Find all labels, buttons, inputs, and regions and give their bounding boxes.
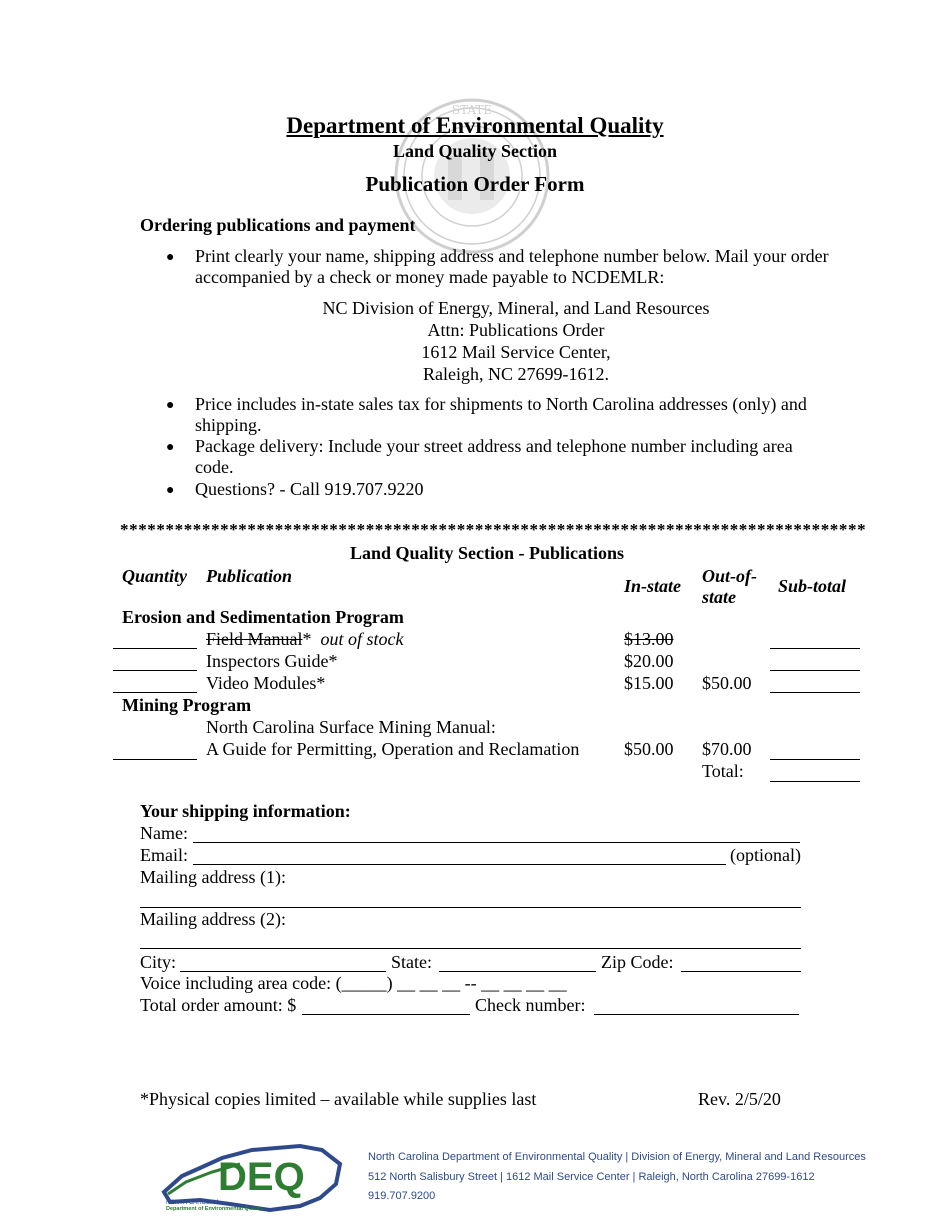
quantity-video-modules[interactable] xyxy=(113,692,197,693)
section-title: Land Quality Section xyxy=(392,141,558,161)
price-inspectors-guide: $20.00 xyxy=(624,651,674,671)
address-line-3: 1612 Mail Service Center, xyxy=(421,342,611,362)
check-number-field[interactable] xyxy=(594,1014,799,1015)
footer-line-1: North Carolina Department of Environmental Quality | Division of Energy, Mineral and Land Resources xyxy=(368,1151,866,1163)
city-field[interactable] xyxy=(180,971,386,972)
group-mining: Mining Program xyxy=(122,695,252,715)
svg-text:STATE: STATE xyxy=(451,103,493,117)
total-order-field[interactable] xyxy=(302,1014,470,1015)
row-video-modules: Video Modules* xyxy=(206,673,326,693)
row-mining-manual-line2: A Guide for Permitting, Operation and Reclamation xyxy=(206,739,580,759)
quantity-mining-manual[interactable] xyxy=(113,759,197,760)
bullet-price-tax: Price includes in-state sales tax for shipments to North Carolina addresses (only) and shipping. xyxy=(195,394,807,435)
email-optional: (optional) xyxy=(730,845,801,865)
price-field-manual: $13.00 xyxy=(624,629,674,649)
check-number-label: Check number: xyxy=(475,995,586,1015)
bullet-questions: Questions? - Call 919.707.9220 xyxy=(195,479,424,499)
publications-title: Land Quality Section - Publications xyxy=(349,543,625,563)
email-label: Email: xyxy=(140,845,188,865)
col-publication: Publication xyxy=(206,566,293,586)
col-instate: In-state xyxy=(624,576,682,596)
price-video-modules: $15.00 xyxy=(624,673,674,693)
out-price-mining-manual: $70.00 xyxy=(702,739,752,759)
mailing-address-2-label: Mailing address (2): xyxy=(140,909,286,929)
department-title: Department of Environmental Quality xyxy=(286,113,664,138)
city-label: City: xyxy=(140,952,177,972)
deq-logo xyxy=(160,1140,350,1212)
zip-label: Zip Code: xyxy=(601,952,674,972)
form-title: Publication Order Form xyxy=(365,172,585,196)
revision-date: Rev. 2/5/20 xyxy=(698,1089,781,1109)
mailing-address-1-label: Mailing address (1): xyxy=(140,867,286,887)
name-label: Name: xyxy=(140,823,188,843)
quantity-inspectors-guide[interactable] xyxy=(113,670,197,671)
bullet-package-delivery: Package delivery: Include your street address and telephone number including area code. xyxy=(195,436,793,477)
voice-label[interactable]: Voice including area code: (_____) __ __ __ -- __ __ __ __ xyxy=(140,973,567,993)
subtotal-video-modules[interactable] xyxy=(770,692,860,693)
row-inspectors-guide: Inspectors Guide* xyxy=(206,651,338,671)
col-outofstate: Out-of- state xyxy=(702,566,757,607)
total-label: Total: xyxy=(702,761,744,781)
total-order-label: Total order amount: $ xyxy=(140,995,297,1015)
total-field[interactable] xyxy=(770,781,860,782)
col-subtotal: Sub-total xyxy=(778,576,847,596)
out-price-video-modules: $50.00 xyxy=(702,673,752,693)
physical-copies-note: *Physical copies limited – available while supplies last xyxy=(140,1089,537,1109)
subtotal-field-manual[interactable] xyxy=(770,648,860,649)
bullet-print-clearly: Print clearly your name, shipping address and telephone number below. Mail your order accompanied by a check or money made payable to NCDEMLR: xyxy=(195,246,829,287)
footer-line-2: 512 North Salisbury Street | 1612 Mail Service Center | Raleigh, North Carolina 27699-1612 xyxy=(368,1171,815,1183)
state-field[interactable] xyxy=(439,971,596,972)
footer-line-3: 919.707.9200 xyxy=(368,1190,436,1202)
bullet-dot: ● xyxy=(166,483,175,498)
address-line-4: Raleigh, NC 27699-1612. xyxy=(423,364,609,384)
email-field[interactable] xyxy=(193,864,726,865)
mailing-address-1-field[interactable] xyxy=(140,907,801,908)
zip-field[interactable] xyxy=(681,971,801,972)
quantity-field-manual[interactable] xyxy=(113,648,197,649)
address-line-1: NC Division of Energy, Mineral, and Land Resources xyxy=(322,298,710,318)
star-separator: ********************************************************************************** xyxy=(120,520,867,539)
subtotal-inspectors-guide[interactable] xyxy=(770,670,860,671)
svg-text:NORTH CAROLINA: NORTH CAROLINA xyxy=(166,1200,220,1206)
mailing-address-2-field[interactable] xyxy=(140,948,801,949)
state-label: State: xyxy=(391,952,432,972)
price-mining-manual: $50.00 xyxy=(624,739,674,759)
bullet-dot: ● xyxy=(166,440,175,455)
bullet-dot: ● xyxy=(166,398,175,413)
subtotal-mining-manual[interactable] xyxy=(770,759,860,760)
name-field[interactable] xyxy=(193,842,800,843)
bullet-dot: ● xyxy=(166,250,175,265)
svg-text:Department of Environmental Qu: Department of Environmental Quality xyxy=(166,1206,264,1212)
row-mining-manual-line1: North Carolina Surface Mining Manual: xyxy=(206,717,496,737)
ordering-heading: Ordering publications and payment xyxy=(140,215,416,235)
shipping-heading: Your shipping information: xyxy=(140,801,351,821)
address-line-2: Attn: Publications Order xyxy=(427,320,605,340)
row-field-manual: Field Manual* out of stock xyxy=(206,629,404,649)
col-quantity: Quantity xyxy=(122,566,188,586)
svg-text:DEQ: DEQ xyxy=(218,1155,305,1199)
group-erosion: Erosion and Sedimentation Program xyxy=(122,607,404,627)
